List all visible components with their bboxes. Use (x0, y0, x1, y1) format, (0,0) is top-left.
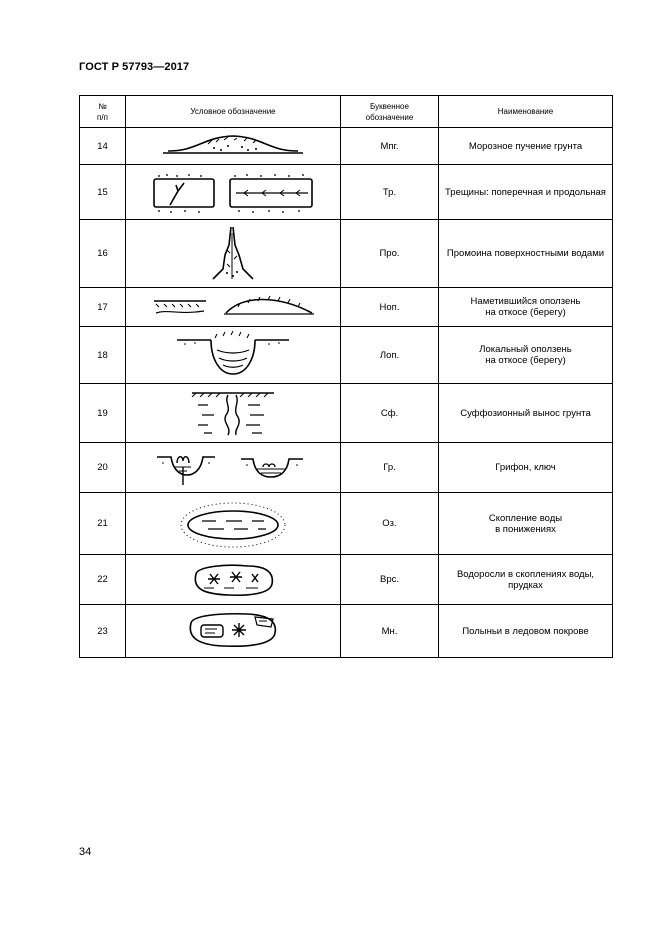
row-name: Суффозионный вынос грунта (439, 384, 613, 443)
table-row (80, 220, 613, 288)
header-symbol: Условное обозначение (126, 96, 341, 128)
polynya-icon (126, 605, 341, 658)
row-abbreviation: Мн. (341, 605, 439, 658)
table-row (80, 327, 613, 384)
suffosion-icon (126, 384, 341, 443)
cracks-icon (126, 165, 341, 220)
header-number: № п/п (80, 96, 126, 128)
row-number: 23 (80, 605, 126, 658)
row-abbreviation: Мпг. (341, 128, 439, 165)
table-row (80, 555, 613, 605)
row-name: Полыньи в ледовом покрове (439, 605, 613, 658)
table-row (80, 384, 613, 443)
row-name: Наметившийся оползень на откосе (берегу) (439, 288, 613, 327)
row-number: 15 (80, 165, 126, 220)
row-number: 16 (80, 220, 126, 288)
row-name: Водоросли в скоплениях воды, прудках (439, 555, 613, 605)
table-row (80, 165, 613, 220)
algae-icon (126, 555, 341, 605)
griffon-spring-icon (126, 443, 341, 493)
row-number: 20 (80, 443, 126, 493)
row-abbreviation: Лоп. (341, 327, 439, 384)
row-abbreviation: Оз. (341, 493, 439, 555)
row-abbreviation: Врс. (341, 555, 439, 605)
header-abbreviation: Буквенное обозначение (341, 96, 439, 128)
document-header: ГОСТ Р 57793—2017 (79, 61, 190, 73)
row-name: Грифон, ключ (439, 443, 613, 493)
drifting-landslide-icon (126, 288, 341, 327)
page-number: 34 (79, 846, 92, 858)
row-name: Морозное пучение грунта (439, 128, 613, 165)
table-row (80, 128, 613, 165)
row-number: 21 (80, 493, 126, 555)
row-abbreviation: Нoп. (341, 288, 439, 327)
row-name: Промоина поверхностными водами (439, 220, 613, 288)
gully-icon (126, 220, 341, 288)
header-name: Наименование (439, 96, 613, 128)
table-row (80, 493, 613, 555)
row-number: 14 (80, 128, 126, 165)
row-number: 22 (80, 555, 126, 605)
row-name: Трещины: поперечная и продольная (439, 165, 613, 220)
symbols-table (79, 95, 613, 658)
row-name: Скопление воды в понижениях (439, 493, 613, 555)
table-row (80, 605, 613, 658)
row-abbreviation: Про. (341, 220, 439, 288)
row-number: 18 (80, 327, 126, 384)
local-landslide-icon (126, 327, 341, 384)
row-abbreviation: Сф. (341, 384, 439, 443)
water-accumulation-icon (126, 493, 341, 555)
row-number: 17 (80, 288, 126, 327)
row-abbreviation: Гр. (341, 443, 439, 493)
row-abbreviation: Тр. (341, 165, 439, 220)
frost-heave-icon (126, 128, 341, 165)
table-row (80, 443, 613, 493)
table-header-row (80, 96, 613, 128)
row-number: 19 (80, 384, 126, 443)
table-row (80, 288, 613, 327)
row-name: Локальный оползень на откосе (берегу) (439, 327, 613, 384)
